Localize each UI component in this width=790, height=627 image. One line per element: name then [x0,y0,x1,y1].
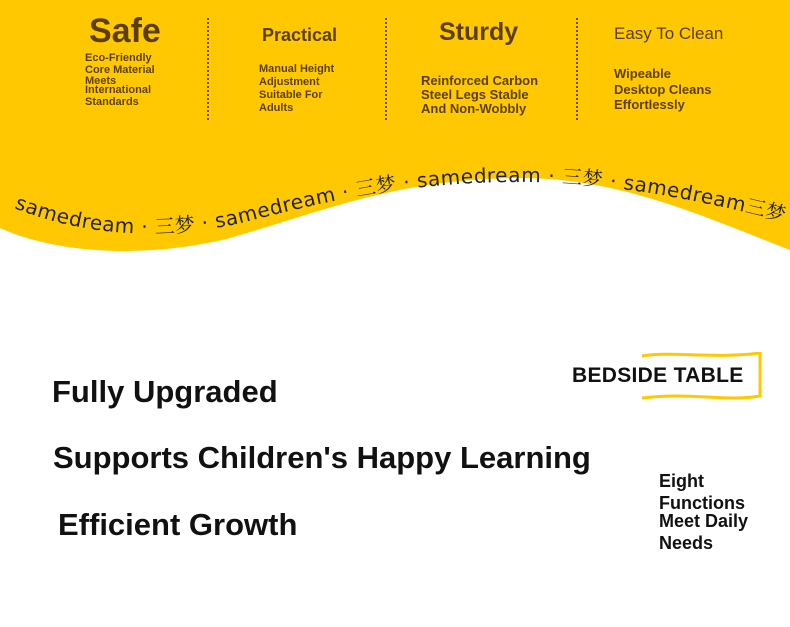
feature-divider [385,18,387,120]
headline-supports-learning: Supports Children's Happy Learning [53,440,591,475]
feature-description [85,53,200,108]
feature-line: Eco-Friendly [85,52,152,64]
feature-line: Steel Legs Stable [421,87,529,102]
feature-line: Core Material [85,63,155,76]
side-note-line: Needs [659,533,714,553]
feature-line: Suitable For [259,89,323,101]
headline-efficient-growth: Efficient Growth [58,507,298,542]
feature-line: Reinforced Carbon [421,73,539,88]
feature-title: Sturdy [439,18,519,46]
bedside-table-badge-label: BEDSIDE TABLE [572,364,744,387]
feature-line: Adults [259,102,294,114]
feature-line: Manual Height [259,63,335,75]
feature-line: Wipeable [614,66,671,81]
feature-title: Practical [262,25,338,45]
feature-line: Effortlessly [614,97,685,112]
headline-fully-upgraded: Fully Upgraded [52,374,278,409]
side-note-line: Functions [659,493,745,513]
feature-safe [85,14,200,108]
side-note-line: Meet Daily [659,511,749,531]
feature-line: Adjustment [259,76,320,88]
feature-practical [259,26,369,115]
feature-line: Desktop Cleans [614,81,712,97]
feature-easy-to-clean [614,25,764,113]
feature-sturdy [421,20,561,116]
feature-divider [576,18,578,120]
feature-line: And Non-Wobbly [421,101,527,116]
feature-title: Easy To Clean [614,24,724,43]
feature-title: Safe [89,12,161,50]
feature-line: International [85,84,152,96]
feature-line: Meets [85,75,117,87]
feature-description [259,63,369,115]
yellow-banner [0,0,790,270]
brand-wave-text: samedream · 三梦 · samedream · 三梦 · samedream · 三梦 · samedream三梦 [12,162,789,239]
feature-description [421,74,561,116]
side-note-line: Eight [659,471,704,491]
feature-description [614,66,764,113]
feature-divider [207,18,209,120]
feature-line: Standards [85,95,139,108]
